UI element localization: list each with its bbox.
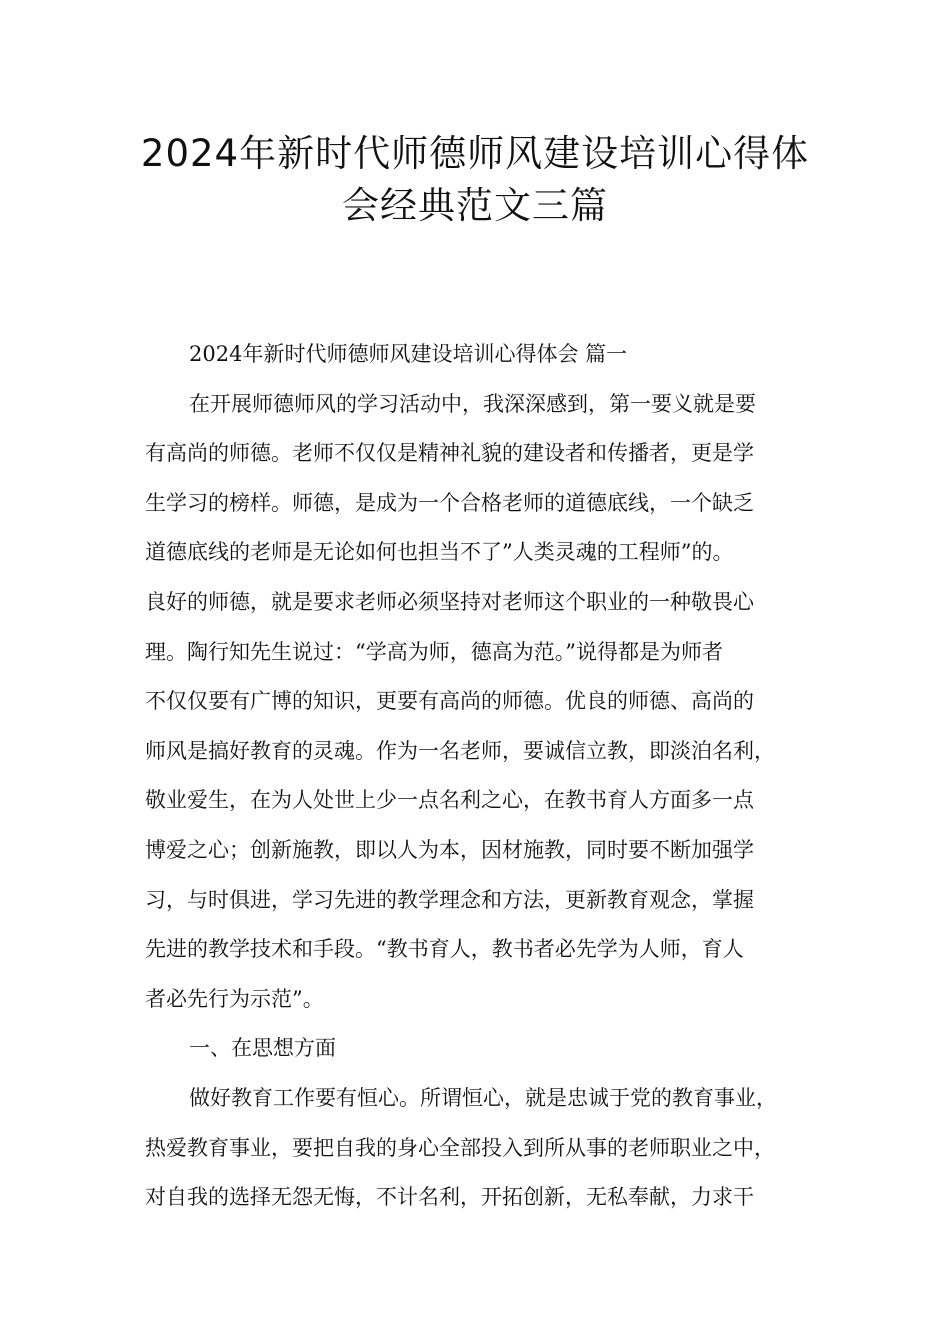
- title-line-1: 2024年新时代师德师风建设培训心得体: [140, 132, 810, 175]
- body-line: 师风是搞好教育的灵魂。作为一名老师，要诚信立教，即淡泊名利，: [145, 738, 775, 763]
- body-line: 习，与时俱进，学习先进的教学理念和方法，更新教育观念，掌握: [145, 887, 754, 912]
- title-line-2: 会经典范文三篇: [342, 184, 608, 227]
- body-line: 者必先行为示范”。: [145, 986, 324, 1011]
- document-title: [100, 128, 850, 232]
- body-line: 良好的师德，就是要求老师必须坚持对老师这个职业的一种敬畏心: [145, 589, 754, 614]
- body-line: 2024年新时代师德师风建设培训心得体会 篇一: [189, 342, 628, 366]
- body-line: 博爱之心；创新施教，即以人为本，因材施教，同时要不断加强学: [145, 837, 754, 862]
- body-line: 在开展师德师风的学习活动中，我深深感到，第一要义就是要: [189, 391, 756, 416]
- body-line: 先进的教学技术和手段。“教书育人，教书者必先学为人师，育人: [145, 937, 744, 962]
- body-line: 热爱教育事业，要把自我的身心全部投入到所从事的老师职业之中，: [145, 1135, 775, 1160]
- document-body: [145, 330, 835, 1223]
- body-line: 对自我的选择无怨无悔，不计名利，开拓创新，无私奉献，力求干: [145, 1185, 754, 1210]
- body-line: 敬业爱生，在为人处世上少一点名利之心，在教书育人方面多一点: [145, 788, 754, 813]
- body-line: 道德底线的老师是无论如何也担当不了”人类灵魂的工程师”的。: [145, 540, 734, 565]
- body-line: 不仅仅要有广博的知识，更要有高尚的师德。优良的师德、高尚的: [145, 689, 754, 714]
- body-line: 有高尚的师德。老师不仅仅是精神礼貌的建设者和传播者，更是学: [145, 441, 754, 466]
- body-line: 一、在思想方面: [189, 1036, 336, 1061]
- body-line: 做好教育工作要有恒心。所谓恒心，就是忠诚于党的教育事业，: [189, 1085, 777, 1110]
- body-line: 生学习的榜样。师德，是成为一个合格老师的道德底线，一个缺乏: [145, 490, 754, 515]
- body-line: 理。陶行知先生说过：“学高为师，德高为范。”说得都是为师者: [145, 639, 723, 664]
